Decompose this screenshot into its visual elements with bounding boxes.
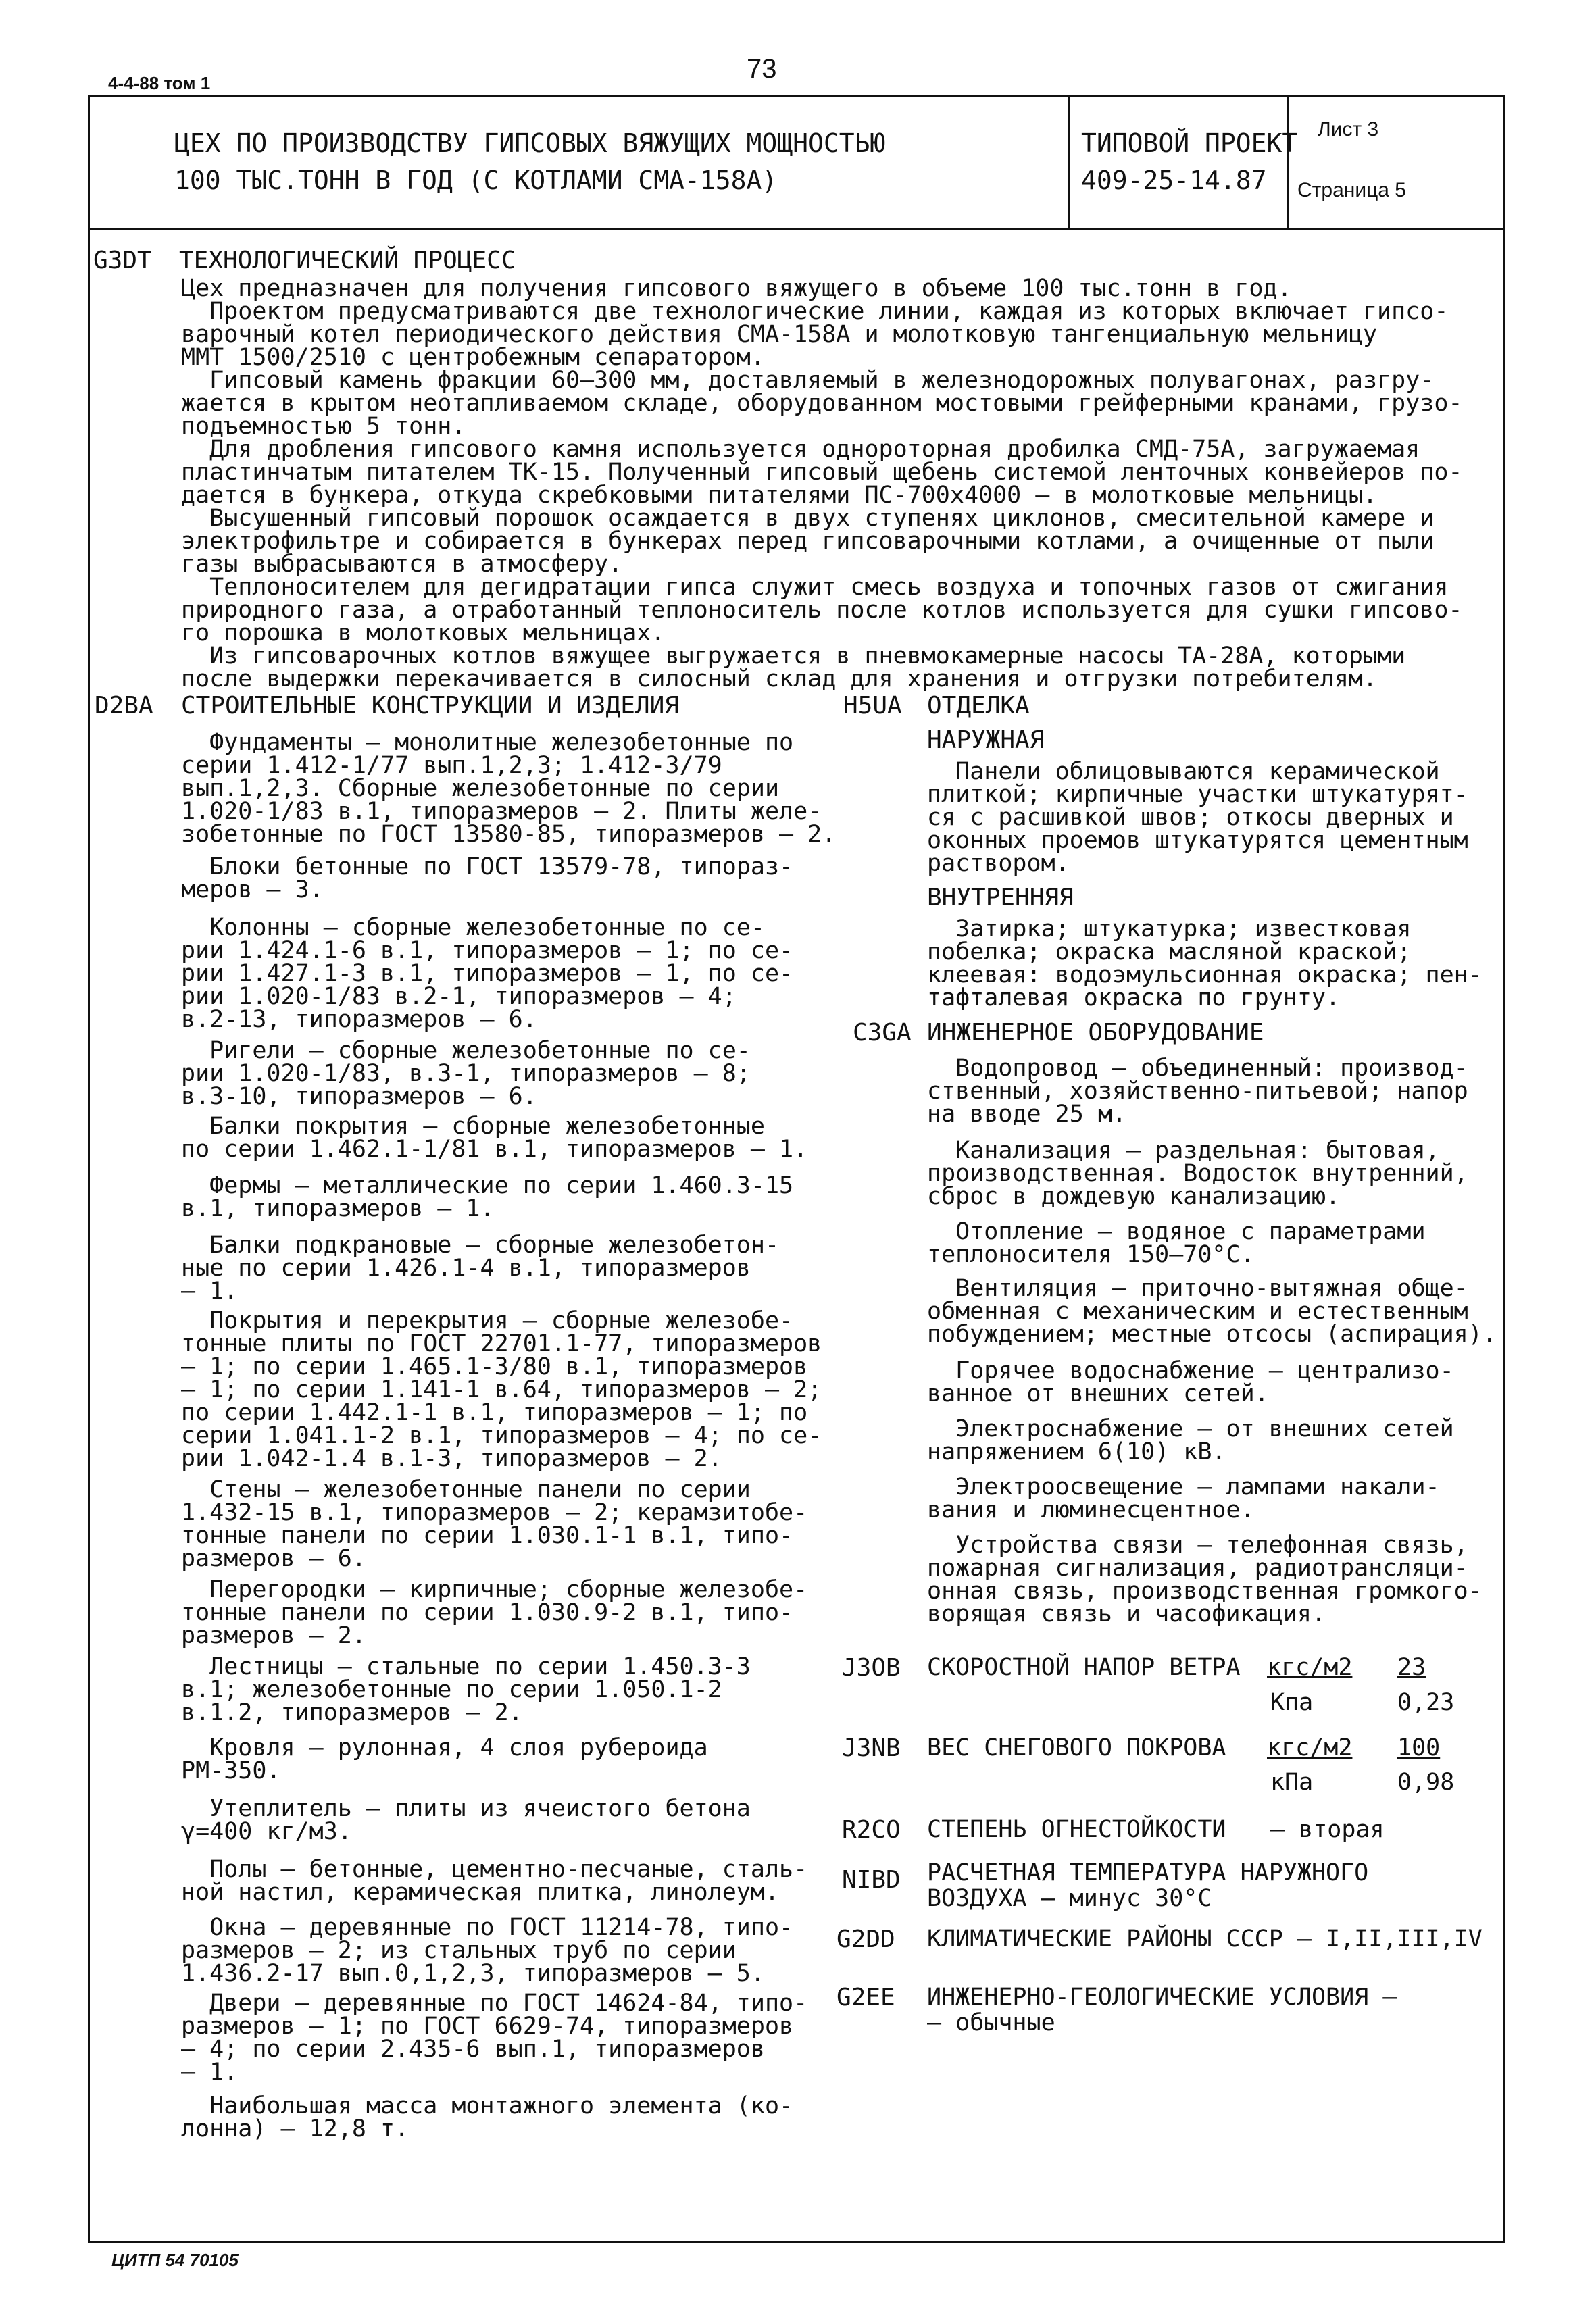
construction-item: Фермы – металлические по серии 1.460.3-15 в.1, типоразмеров – 1. [181,1172,794,1222]
param-unit: Кпа [1270,1689,1314,1716]
project-number: 409-25-14.87 [1081,166,1267,195]
param-label: РАСЧЕТНАЯ ТЕМПЕРАТУРА НАРУЖНОГО [927,1859,1369,1886]
engineering-item: Электроосвещение – лампами накали- вания и люминесцентное. [927,1474,1440,1524]
finish-inner-text: Затирка; штукатурка; известковая побелка; окраска масляной краской; клеевая: водоэмульсионная окраска; пен- тафталевая окраска по грунту. [927,915,1482,1011]
param-code: J3OB [842,1654,901,1682]
sheet-number: Лист 3 [1318,118,1379,141]
section-heading: ОТДЕЛКА [927,692,1030,720]
title-divider [1287,95,1289,230]
param-label: – обычные [927,2009,1055,2036]
param-label: ИНЖЕНЕРНО-ГЕОЛОГИЧЕСКИЕ УСЛОВИЯ – [927,1984,1397,2011]
param-code: G2EE [837,1984,895,2011]
document-title: 100 ТЫС.ТОНН В ГОД (С КОТЛАМИ СМА-158А) [174,166,778,195]
page-label: Страница 5 [1297,179,1406,201]
construction-item: Балки покрытия – сборные железобетонные по серии 1.462.1-1/81 в.1, типоразмеров – 1. [181,1113,808,1163]
subsection-heading: ВНУТРЕННЯЯ [927,884,1074,911]
construction-item: Перегородки – кирпичные; сборные железобе- тонные панели по серии 1.030.9-2 в.1, типо- размеров – 2. [181,1576,808,1649]
footer-stamp: ЦИТП 54 70105 [111,2250,239,2270]
param-code: NIBD [842,1866,901,1894]
section-code: G3DT [93,247,152,274]
construction-item: Окна – деревянные по ГОСТ 11214-78, типо- размеров – 2; из стальных труб по серии 1.436.2-17 вып.0,1,2,3, типоразмеров – 5. [181,1914,794,1987]
engineering-item: Устройства связи – телефонная связь, пожарная сигнализация, радиотрансляци- онная связь, производственная громкого- ворящая связь и часофикация. [927,1532,1482,1628]
param-value: – вторая [1270,1816,1385,1843]
document-title: ЦЕХ ПО ПРОИЗВОДСТВУ ГИПСОВЫХ ВЯЖУЩИХ МОЩНОСТЬЮ [174,128,886,158]
subsection-heading: НАРУЖНАЯ [927,726,1045,754]
section-code: H5UA [843,692,902,720]
param-unit: кгс/м2 [1267,1654,1353,1681]
construction-item: Двери – деревянные по ГОСТ 14624-84, типо- размеров – 1; по ГОСТ 6629-74, типоразмеров – 4; по серии 2.435-6 вып.1, типоразмеров – 1. [181,1990,808,2086]
engineering-item: Электроснабжение – от внешних сетей напряжением 6(10) кВ. [927,1415,1454,1465]
param-code: R2CO [842,1816,901,1844]
finish-outer-text: Панели облицовываются керамической плиткой; кирпичные участки штукатурят- ся с расшивкой швов; откосы дверных и оконных проемов штукатурятся цементным раствором. [927,758,1468,877]
engineering-item: Горячее водоснабжение – централизо- ванное от внешних сетей. [927,1357,1454,1407]
param-value: 23 [1397,1654,1426,1681]
tech-process-text: Цех предназначен для получения гипсового вяжущего в объеме 100 тыс.тонн в год. Проектом предусматриваются две технологические линии, каждая из которых включает гипсо- варочный котел периодического действия СМА-158А и молотковую тангенциальную мельницу ММТ 1500/2510 с центробежным сепаратором. Гипсовый камень фракции 60–300 мм, доставляемый в железнодорожных полувагонах, разгру- жается в крытом неотапливаемом складе, оборудованном мостовыми грейферными кранами, грузо- подъемностью 5 тонн. Для дробления гипсового камня используется однороторная дробилка СМД-75А, загружаемая пластинчатым питателем ТК-15. Полученный гипсовый щебень системой ленточных конвейеров по- дается в бункера, откуда скребковыми питателями ПС-700х4000 – в молотковые мельницы. Высушенный гипсовый порошок осаждается в двух ступенях циклонов, смесительной камере и электрофильтре и собирается в бункерах перед гипсоварочными котлами, а очищенные от пыли газы выбрасываются в атмосферу. Теплоносителем для дегидратации гипса служит смесь воздуха и топочных газов от сжигания природного газа, а отработанный теплоноситель после котлов используется для сушки гипсово- го порошка в молотковых мельницах. Из гипсоварочных котлов вяжущее выгружается в пневмокамерные насосы ТА-28А, которыми после выдержки перекачивается в силосный склад для хранения и отгрузки потребителям. [181,275,1463,693]
param-label: КЛИМАТИЧЕСКИЕ РАЙОНЫ СССР – I,II,III,IV [927,1926,1482,1953]
param-unit: кПа [1270,1769,1314,1796]
project-label: ТИПОВОЙ ПРОЕКТ [1081,128,1298,158]
title-divider [1068,95,1070,230]
param-value: 0,98 [1397,1769,1455,1796]
param-code: J3NB [842,1734,901,1762]
page-number: 73 [747,54,777,84]
param-unit: кгс/м2 [1267,1734,1353,1761]
param-label: СТЕПЕНЬ ОГНЕСТОЙКОСТИ [927,1816,1226,1843]
param-label: СКОРОСТНОЙ НАПОР ВЕТРА [927,1654,1241,1681]
construction-item: Кровля – рулонная, 4 слоя рубероида РМ-350. [181,1734,708,1784]
construction-item: Стены – железобетонные панели по серии 1.432-15 в.1, типоразмеров – 2; керамзитобе- тонные панели по серии 1.030.1-1 в.1, типо- размеров – 6. [181,1476,808,1572]
section-code: C3GA [853,1019,912,1047]
title-block [88,95,1505,230]
document-reference: 4-4-88 том 1 [108,73,211,93]
construction-item: Ригели – сборные железобетонные по се- рии 1.020-1/83, в.3-1, типоразмеров – 8; в.3-10, типоразмеров – 6. [181,1037,751,1110]
construction-item: Блоки бетонные по ГОСТ 13579-78, типораз- меров – 3. [181,853,794,903]
section-heading: ТЕХНОЛОГИЧЕСКИЙ ПРОЦЕСС [179,247,516,274]
engineering-item: Канализация – раздельная: бытовая, производственная. Водосток внутренний, сброс в дождевую канализацию. [927,1137,1468,1210]
param-label: ВЕС СНЕГОВОГО ПОКРОВА [927,1734,1226,1761]
section-code: D2BA [95,692,153,720]
construction-item: Полы – бетонные, цементно-песчаные, сталь- ной настил, керамическая плитка, линолеум. [181,1856,808,1906]
param-label: ВОЗДУХА – минус 30°С [927,1885,1212,1912]
construction-item: Колонны – сборные железобетонные по се- рии 1.424.1-6 в.1, типоразмеров – 1; по се- рии 1.427.1-3 в.1, типоразмеров – 1, по се- рии 1.020-1/83 в.2-1, типоразмеров – 4; в.2-13, типоразмеров – 6. [181,914,794,1033]
engineering-item: Водопровод – объединенный: производ- ственный, хозяйственно-питьевой; напор на вводе 25 м. [927,1055,1468,1128]
section-heading: СТРОИТЕЛЬНЫЕ КОНСТРУКЦИИ И ИЗДЕЛИЯ [181,692,679,720]
construction-item: Утеплитель – плиты из ячеистого бетона γ=400 кг/м3. [181,1795,751,1845]
construction-item: Покрытия и перекрытия – сборные железобе- тонные плиты по ГОСТ 22701.1-77, типоразмеров – 1; по серии 1.465.1-3/80 в.1, типоразмеров – 1; по серии 1.141-1 в.64, типоразмеров – 2; по серии 1.442.1-1 в.1, типоразмеров – 1; по серии 1.041.1-2 в.1, типоразмеров – 4; по се- рии 1.042-1.4 в.1-3, типоразмеров – 2. [181,1307,822,1472]
section-heading: ИНЖЕНЕРНОЕ ОБОРУДОВАНИЕ [927,1019,1264,1047]
construction-item: Наибольшая масса монтажного элемента (ко- лонна) – 12,8 т. [181,2092,794,2142]
param-value: 100 [1397,1734,1441,1761]
param-value: 0,23 [1397,1689,1455,1716]
construction-item: Фундаменты – монолитные железобетонные по серии 1.412-1/77 вып.1,2,3; 1.412-3/79 вып.1,2,3. Сборные железобетонные по серии 1.020-1/83 в.1, типоразмеров – 2. Плиты желе- зобетонные по ГОСТ 13580-85, типоразмеров – 2. [181,729,837,848]
param-code: G2DD [837,1926,895,1953]
construction-item: Балки подкрановые – сборные железобетон- ные по серии 1.426.1-4 в.1, типоразмеров – 1. [181,1232,780,1305]
construction-item: Лестницы – стальные по серии 1.450.3-3 в.1; железобетонные по серии 1.050.1-2 в.1.2, типоразмеров – 2. [181,1653,751,1726]
engineering-item: Вентиляция – приточно-вытяжная обще- обменная с механическим и естественным побуждением; местные отсосы (аспирация). [927,1275,1497,1348]
engineering-item: Отопление – водяное с параметрами теплоносителя 150–70°С. [927,1218,1426,1268]
